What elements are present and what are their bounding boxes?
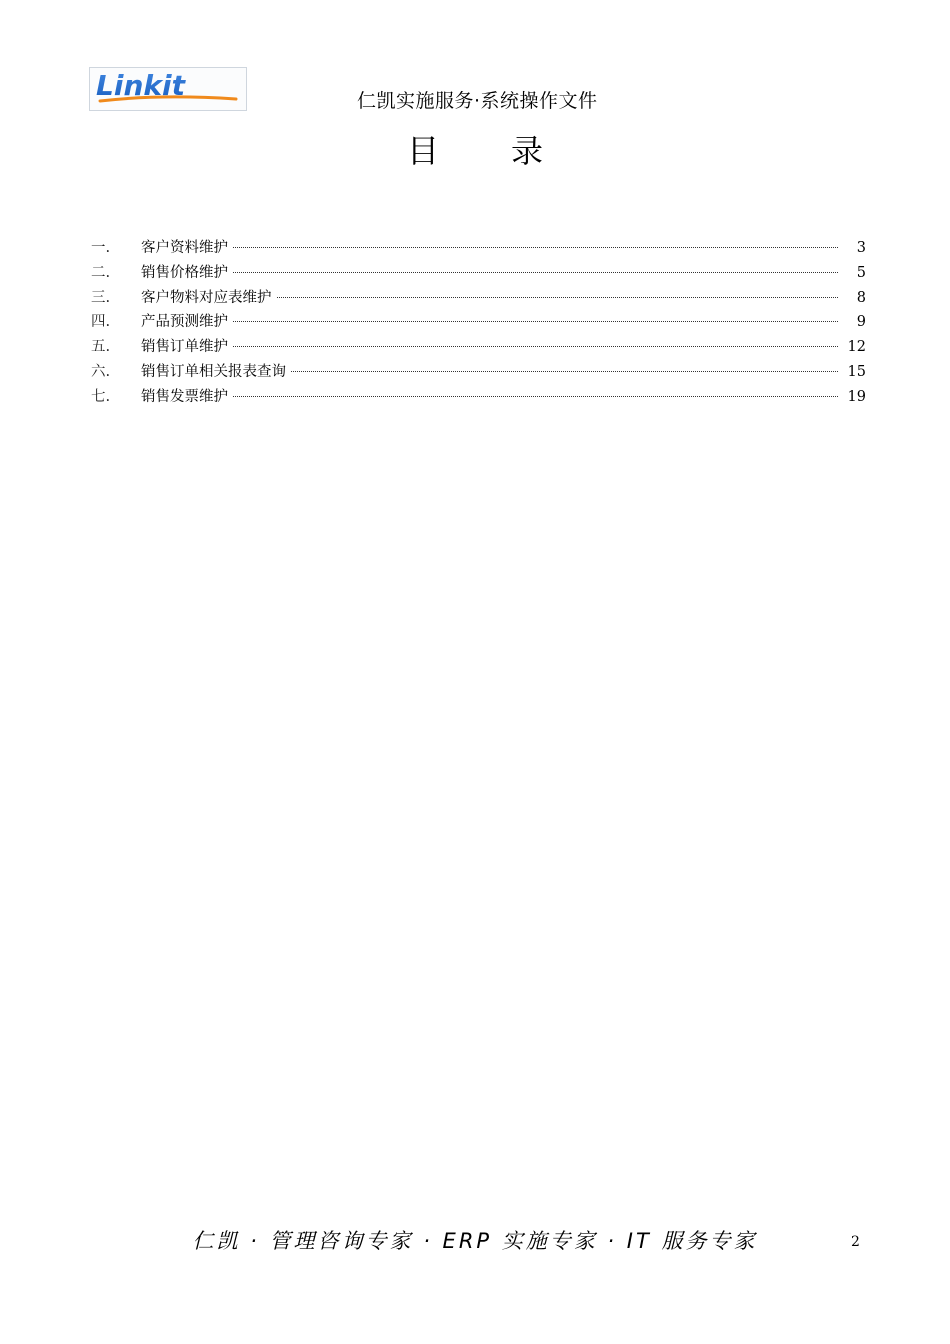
toc-entry[interactable]: [91, 335, 866, 360]
logo-wordmark: Linkit: [96, 69, 185, 102]
toc-heading-char-1: 目: [406, 132, 439, 170]
toc-entry-page: 8: [856, 289, 866, 306]
toc-entry-page: 5: [856, 264, 866, 281]
toc-dot-leader: [233, 247, 838, 248]
toc-dot-leader: [233, 272, 838, 273]
toc-entry[interactable]: [91, 385, 866, 410]
toc-entry-page: 3: [856, 240, 866, 256]
toc-entry[interactable]: [91, 236, 866, 261]
toc-entry[interactable]: [91, 286, 866, 311]
toc-entry-page: 15: [847, 363, 866, 380]
toc-entry-page: 9: [856, 314, 866, 331]
toc-entry-number: 七.: [91, 388, 111, 405]
toc-dot-leader: [233, 346, 838, 347]
toc-entry-number: 四.: [91, 314, 111, 331]
toc-dot-leader: [277, 297, 839, 298]
toc-entry-number: 一.: [91, 240, 111, 256]
page-number: 2: [851, 1234, 860, 1250]
document-header-title: 仁凯实施服务·系统操作文件: [357, 90, 598, 112]
toc-heading-char-2: 录: [511, 132, 544, 170]
toc-dot-leader: [291, 371, 838, 372]
table-of-contents: [91, 236, 866, 410]
toc-entry-title[interactable]: 客户资料维护: [141, 240, 228, 256]
footer-slogan: 仁凯 · 管理咨询专家 · ERP 实施专家 · IT 服务专家: [192, 1229, 758, 1253]
toc-entry-number: 六.: [91, 363, 111, 380]
toc-entry-title[interactable]: 销售订单维护: [141, 339, 228, 356]
linkit-logo: [89, 67, 247, 111]
toc-heading: [0, 126, 950, 172]
toc-entry-title[interactable]: 产品预测维护: [141, 314, 228, 331]
toc-entry[interactable]: [91, 261, 866, 286]
toc-entry[interactable]: [91, 360, 866, 385]
toc-entry-title[interactable]: 销售价格维护: [141, 264, 228, 281]
toc-dot-leader: [233, 321, 838, 322]
toc-entry-number: 五.: [91, 339, 111, 356]
toc-entry[interactable]: [91, 310, 866, 335]
toc-entry-page: 19: [847, 388, 866, 405]
toc-dot-leader: [233, 396, 838, 397]
toc-entry-title[interactable]: 销售发票维护: [141, 388, 228, 405]
toc-entry-number: 三.: [91, 289, 111, 306]
toc-entry-title[interactable]: 客户物料对应表维护: [141, 289, 272, 306]
toc-entry-title[interactable]: 销售订单相关报表查询: [141, 363, 286, 380]
toc-entry-number: 二.: [91, 264, 111, 281]
toc-entry-page: 12: [847, 339, 866, 356]
logo-graphic: [90, 68, 247, 111]
